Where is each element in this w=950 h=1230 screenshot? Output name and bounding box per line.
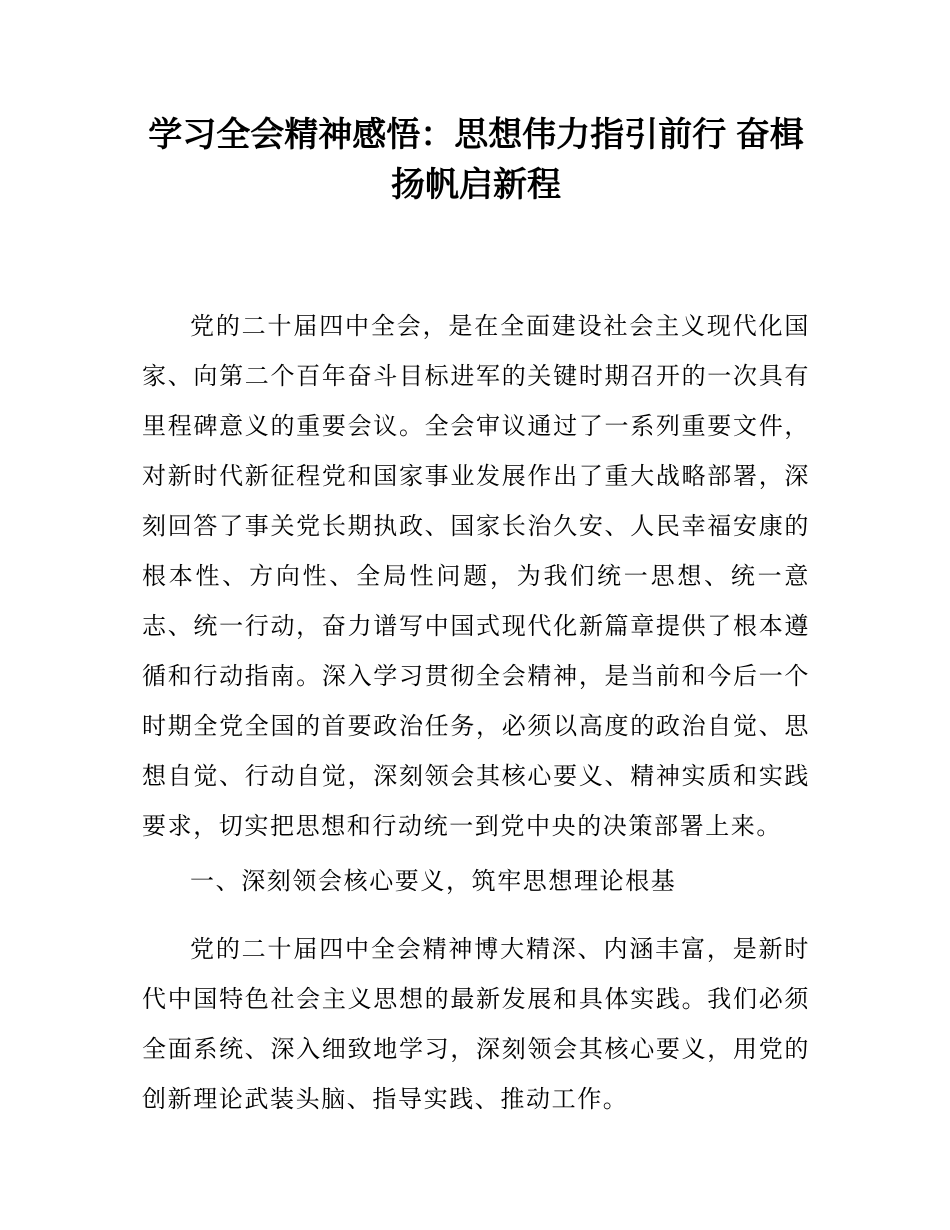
paragraph-intro: 党的二十届四中全会，是在全面建设社会主义现代化国家、向第二个百年奋斗目标进军的关键时期召开的一次具有里程碑意义的重要会议。全会审议通过了一系列重要文件，对新时代新征程党和国家事业发展作出了重大战略部署，深刻回答了事关党长期执政、国家长治久安、人民幸福安康的根本性、方向性、全局性问题，为我们统一思想、统一意志、统一行动，奋力谱写中国式现代化新篇章提供了根本遵循和行动指南。深入学习贯彻全会精神，是当前和今后一个时期全党全国的首要政治任务，必须以高度的政治自觉、思想自觉、行动自觉，深刻领会其核心要义、精神实质和实践要求，切实把思想和行动统一到党中央的决策部署上来。 — [142, 314, 810, 840]
document-title — [142, 0, 810, 210]
document-title-line-2: 扬帆启新程 — [391, 166, 561, 204]
paragraph-section-1: 党的二十届四中全会精神博大精深、内涵丰富，是新时代中国特色社会主义思想的最新发展和具体实践。我们必须全面系统、深入细致地学习，深刻领会其核心要义，用党的创新理论武装头脑、指导实践、推动工作。 — [142, 937, 810, 1113]
section-heading-1: 一、深刻领会核心要义，筑牢思想理论根基 — [190, 869, 677, 895]
document-title-line-1: 学习全会精神感悟：思想伟力指引前行 奋楫 — [148, 116, 804, 154]
